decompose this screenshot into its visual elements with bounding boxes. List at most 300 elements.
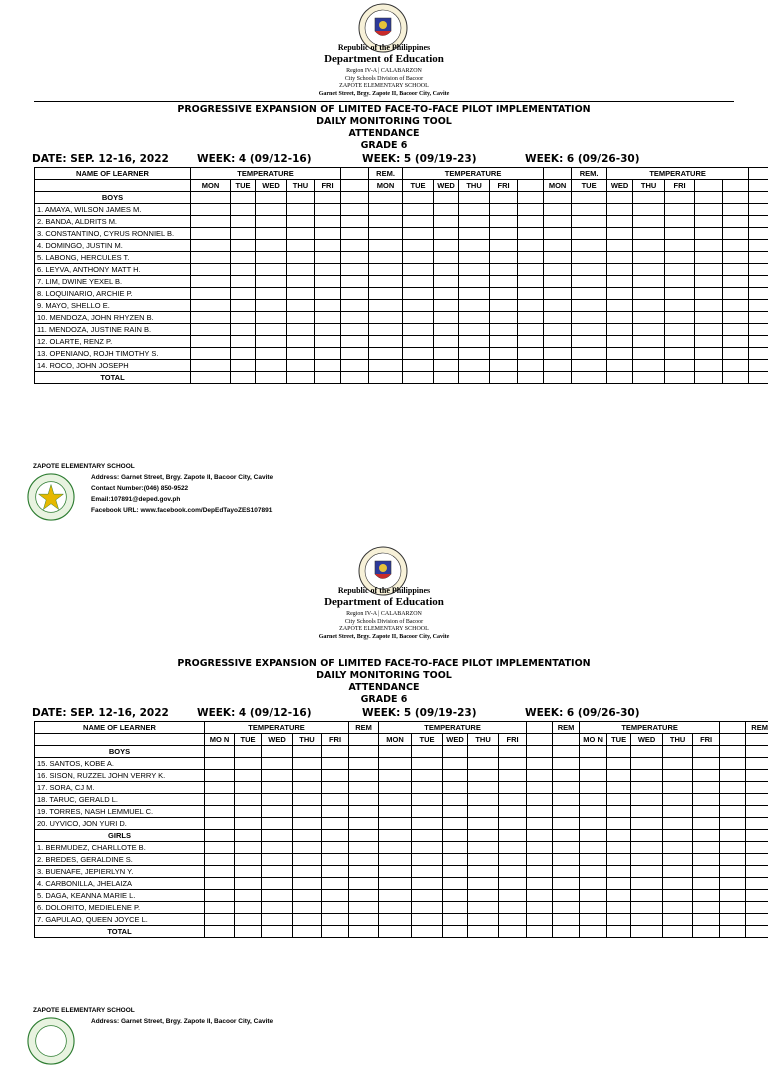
day-header: MON — [544, 180, 572, 192]
attendance-cell — [527, 758, 553, 770]
temperature-header: TEMPERATURE — [607, 168, 749, 180]
temperature-header: TEMPERATURE — [403, 168, 544, 180]
attendance-cell — [693, 794, 720, 806]
attendance-cell — [293, 914, 322, 926]
attendance-cell — [434, 348, 459, 360]
attendance-cell — [663, 842, 693, 854]
attendance-cell — [527, 842, 553, 854]
attendance-cell — [191, 216, 231, 228]
attendance-cell — [468, 890, 499, 902]
attendance-cell — [723, 252, 749, 264]
attendance-cell — [403, 312, 434, 324]
attendance-cell — [749, 264, 768, 276]
attendance-cell — [663, 806, 693, 818]
learner-name: 3. CONSTANTINO, CYRUS RONNIEL B. — [35, 228, 191, 240]
attendance-cell — [723, 264, 749, 276]
attendance-cell — [490, 264, 518, 276]
table-row — [35, 276, 768, 288]
attendance-cell — [572, 204, 607, 216]
attendance-cell — [434, 240, 459, 252]
attendance-cell — [322, 854, 349, 866]
attendance-cell — [293, 902, 322, 914]
attendance-cell — [235, 842, 262, 854]
attendance-cell — [499, 866, 527, 878]
attendance-cell — [518, 240, 544, 252]
attendance-cell — [205, 902, 235, 914]
day-header: WED — [256, 180, 287, 192]
attendance-cell — [580, 758, 607, 770]
attendance-cell — [191, 228, 231, 240]
day-header: THU — [663, 734, 693, 746]
attendance-cell — [607, 216, 633, 228]
doc-subtitle: DAILY MONITORING TOOL — [0, 670, 768, 682]
attendance-cell — [723, 348, 749, 360]
attendance-cell — [693, 782, 720, 794]
attendance-cell — [490, 324, 518, 336]
learner-name: 8. LOQUINARIO, ARCHIE P. — [35, 288, 191, 300]
day-header: FRI — [665, 180, 695, 192]
attendance-cell — [527, 806, 553, 818]
attendance-cell — [720, 914, 746, 926]
attendance-cell — [235, 914, 262, 926]
attendance-cell — [315, 288, 341, 300]
attendance-cell — [256, 300, 287, 312]
attendance-cell — [341, 252, 369, 264]
attendance-cell — [695, 252, 723, 264]
attendance-cell — [631, 890, 663, 902]
attendance-cell — [518, 336, 544, 348]
attendance-cell — [434, 312, 459, 324]
date-label: DATE: SEP. 12-16, 2022 — [32, 707, 169, 719]
attendance-cell — [287, 276, 315, 288]
date-line — [32, 153, 752, 167]
attendance-cell — [434, 252, 459, 264]
attendance-cell — [490, 276, 518, 288]
attendance-cell — [315, 264, 341, 276]
attendance-cell — [403, 324, 434, 336]
attendance-cell — [341, 312, 369, 324]
attendance-cell — [256, 264, 287, 276]
learner-name: 12. OLARTE, RENZ P. — [35, 336, 191, 348]
attendance-cell — [749, 228, 768, 240]
attendance-cell — [572, 240, 607, 252]
day-header: MO N — [580, 734, 607, 746]
attendance-cell — [631, 794, 663, 806]
attendance-cell — [693, 770, 720, 782]
attendance-cell — [499, 842, 527, 854]
attendance-cell — [262, 854, 293, 866]
attendance-cell — [231, 252, 256, 264]
attendance-cell — [262, 890, 293, 902]
attendance-cell — [723, 312, 749, 324]
footer-address: Address: Garnet Street, Brgy. Zapote II, Bacoor City, Cavite — [91, 1016, 273, 1027]
attendance-cell — [459, 300, 490, 312]
table-row — [35, 360, 768, 372]
day-header: THU — [287, 180, 315, 192]
attendance-cell — [315, 216, 341, 228]
attendance-cell — [349, 794, 379, 806]
day-header: WED — [607, 180, 633, 192]
section-label: BOYS — [35, 192, 191, 204]
attendance-cell — [443, 818, 468, 830]
attendance-cell — [231, 216, 256, 228]
attendance-cell — [231, 276, 256, 288]
day-header: FRI — [315, 180, 341, 192]
attendance-cell — [191, 276, 231, 288]
attendance-cell — [315, 228, 341, 240]
footer-school: ZAPOTE ELEMENTARY SCHOOL — [33, 463, 135, 470]
table-row — [35, 842, 768, 854]
attendance-cell — [746, 878, 768, 890]
attendance-cell — [527, 902, 553, 914]
attendance-cell — [256, 324, 287, 336]
attendance-cell — [663, 758, 693, 770]
attendance-cell — [468, 902, 499, 914]
week5-label: WEEK: 5 (09/19-23) — [362, 707, 477, 719]
footer-contact: Contact Number:(046) 850-9522 — [91, 483, 273, 494]
date-line — [32, 707, 752, 721]
attendance-cell — [572, 276, 607, 288]
attendance-cell — [412, 914, 443, 926]
attendance-cell — [293, 782, 322, 794]
grade-label: GRADE 6 — [0, 694, 768, 706]
attendance-cell — [434, 216, 459, 228]
table-row — [35, 818, 768, 830]
attendance-cell — [695, 216, 723, 228]
attendance-cell — [443, 866, 468, 878]
attendance-cell — [256, 216, 287, 228]
address-label: Garnet Street, Brgy. Zapote II, Bacoor City, Cavite — [0, 634, 768, 640]
attendance-cell — [322, 782, 349, 794]
attendance-cell — [490, 204, 518, 216]
attendance-label: ATTENDANCE — [0, 128, 768, 140]
day-header: FRI — [693, 734, 720, 746]
attendance-cell — [287, 204, 315, 216]
attendance-cell — [434, 360, 459, 372]
attendance-cell — [459, 276, 490, 288]
attendance-cell — [434, 228, 459, 240]
attendance-cell — [665, 312, 695, 324]
learner-name: 5. DAGA, KEANNA MARIE L. — [35, 890, 205, 902]
attendance-cell — [749, 312, 768, 324]
attendance-cell — [191, 204, 231, 216]
attendance-cell — [262, 758, 293, 770]
attendance-cell — [287, 336, 315, 348]
section-label: TOTAL — [35, 926, 205, 938]
attendance-cell — [746, 782, 768, 794]
table-row — [35, 782, 768, 794]
name-header: NAME OF LEARNER — [35, 722, 205, 734]
attendance-cell — [468, 842, 499, 854]
attendance-cell — [434, 276, 459, 288]
attendance-cell — [499, 878, 527, 890]
attendance-cell — [553, 890, 580, 902]
attendance-cell — [746, 770, 768, 782]
attendance-cell — [191, 336, 231, 348]
attendance-cell — [518, 300, 544, 312]
attendance-cell — [379, 902, 412, 914]
attendance-cell — [459, 360, 490, 372]
attendance-cell — [499, 914, 527, 926]
attendance-cell — [191, 288, 231, 300]
attendance-cell — [527, 794, 553, 806]
region-label: Region IV-A | CALABARZON — [0, 611, 768, 617]
attendance-cell — [287, 264, 315, 276]
attendance-cell — [403, 240, 434, 252]
attendance-cell — [580, 878, 607, 890]
attendance-cell — [720, 866, 746, 878]
attendance-cell — [580, 770, 607, 782]
attendance-cell — [468, 914, 499, 926]
republic-label: Republic of the Philippines — [0, 587, 768, 595]
attendance-cell — [379, 866, 412, 878]
attendance-cell — [379, 806, 412, 818]
attendance-cell — [723, 300, 749, 312]
attendance-cell — [231, 324, 256, 336]
attendance-cell — [665, 348, 695, 360]
attendance-cell — [665, 204, 695, 216]
learner-name: 20. UYVICO, JON YURI D. — [35, 818, 205, 830]
attendance-cell — [527, 914, 553, 926]
attendance-cell — [607, 890, 631, 902]
attendance-cell — [459, 264, 490, 276]
attendance-cell — [527, 866, 553, 878]
attendance-cell — [341, 204, 369, 216]
attendance-cell — [607, 806, 631, 818]
learner-name: 10. MENDOZA, JOHN RHYZEN B. — [35, 312, 191, 324]
attendance-cell — [499, 818, 527, 830]
attendance-cell — [695, 312, 723, 324]
attendance-cell — [607, 794, 631, 806]
school-label: ZAPOTE ELEMENTARY SCHOOL — [0, 626, 768, 632]
attendance-cell — [553, 758, 580, 770]
attendance-cell — [205, 866, 235, 878]
attendance-cell — [403, 348, 434, 360]
attendance-cell — [287, 252, 315, 264]
attendance-cell — [499, 890, 527, 902]
day-header: TUE — [231, 180, 256, 192]
attendance-cell — [262, 806, 293, 818]
attendance-cell — [544, 264, 572, 276]
attendance-cell — [231, 312, 256, 324]
attendance-cell — [695, 336, 723, 348]
attendance-cell — [693, 902, 720, 914]
temperature-header: TEMPERATURE — [191, 168, 341, 180]
attendance-cell — [663, 854, 693, 866]
learner-name: 13. OPENIANO, ROJH TIMOTHY S. — [35, 348, 191, 360]
attendance-cell — [434, 336, 459, 348]
attendance-cell — [607, 336, 633, 348]
table-row — [35, 264, 768, 276]
attendance-cell — [553, 806, 580, 818]
attendance-cell — [695, 300, 723, 312]
footer-2 — [0, 1007, 768, 1087]
attendance-cell — [235, 854, 262, 866]
section-row — [35, 192, 768, 204]
learner-name: 7. GAPULAO, QUEEN JOYCE L. — [35, 914, 205, 926]
attendance-cell — [341, 240, 369, 252]
attendance-cell — [287, 360, 315, 372]
attendance-cell — [349, 770, 379, 782]
attendance-cell — [293, 794, 322, 806]
attendance-cell — [231, 228, 256, 240]
attendance-cell — [607, 252, 633, 264]
table-row — [35, 878, 768, 890]
department-label: Department of Education — [0, 54, 768, 65]
learner-name: 18. TARUC, GERALD L. — [35, 794, 205, 806]
attendance-cell — [749, 288, 768, 300]
day-header: TUE — [572, 180, 607, 192]
attendance-cell — [544, 228, 572, 240]
attendance-cell — [490, 312, 518, 324]
attendance-cell — [443, 890, 468, 902]
attendance-cell — [315, 300, 341, 312]
attendance-cell — [663, 866, 693, 878]
attendance-cell — [293, 842, 322, 854]
attendance-cell — [695, 348, 723, 360]
attendance-cell — [349, 818, 379, 830]
region-label: Region IV-A | CALABARZON — [0, 68, 768, 74]
attendance-cell — [572, 288, 607, 300]
footer-info — [91, 1016, 273, 1027]
attendance-cell — [315, 240, 341, 252]
attendance-cell — [379, 758, 412, 770]
attendance-cell — [607, 348, 633, 360]
attendance-cell — [293, 818, 322, 830]
attendance-cell — [262, 770, 293, 782]
attendance-cell — [459, 288, 490, 300]
attendance-cell — [341, 336, 369, 348]
attendance-cell — [369, 300, 403, 312]
attendance-cell — [443, 914, 468, 926]
attendance-cell — [468, 770, 499, 782]
attendance-cell — [379, 914, 412, 926]
attendance-cell — [633, 336, 665, 348]
attendance-cell — [262, 794, 293, 806]
attendance-cell — [663, 782, 693, 794]
attendance-cell — [235, 902, 262, 914]
attendance-cell — [205, 914, 235, 926]
attendance-cell — [341, 300, 369, 312]
attendance-cell — [412, 878, 443, 890]
attendance-cell — [499, 902, 527, 914]
learner-name: 15. SANTOS, KOBE A. — [35, 758, 205, 770]
attendance-cell — [746, 866, 768, 878]
attendance-cell — [553, 794, 580, 806]
attendance-cell — [379, 854, 412, 866]
attendance-cell — [293, 854, 322, 866]
attendance-cell — [580, 782, 607, 794]
attendance-cell — [235, 866, 262, 878]
attendance-cell — [544, 240, 572, 252]
learner-name: 2. BANDA, ALDRITS M. — [35, 216, 191, 228]
attendance-cell — [553, 818, 580, 830]
attendance-cell — [403, 300, 434, 312]
attendance-cell — [607, 360, 633, 372]
attendance-cell — [262, 914, 293, 926]
attendance-cell — [607, 842, 631, 854]
attendance-cell — [459, 204, 490, 216]
attendance-cell — [723, 336, 749, 348]
rem-header: REM. — [369, 168, 403, 180]
attendance-cell — [746, 902, 768, 914]
day-header: TUE — [235, 734, 262, 746]
attendance-cell — [369, 348, 403, 360]
attendance-cell — [580, 866, 607, 878]
attendance-cell — [231, 348, 256, 360]
attendance-cell — [746, 806, 768, 818]
attendance-cell — [403, 276, 434, 288]
attendance-cell — [607, 204, 633, 216]
table-row — [35, 204, 768, 216]
temperature-header: TEMPERATURE — [205, 722, 349, 734]
attendance-cell — [607, 866, 631, 878]
attendance-cell — [443, 854, 468, 866]
attendance-cell — [633, 240, 665, 252]
learner-name: 4. DOMINGO, JUSTIN M. — [35, 240, 191, 252]
attendance-cell — [315, 360, 341, 372]
attendance-cell — [607, 300, 633, 312]
attendance-cell — [459, 252, 490, 264]
learner-name: 14. ROCO, JOHN JOSEPH — [35, 360, 191, 372]
attendance-cell — [663, 878, 693, 890]
attendance-cell — [499, 806, 527, 818]
footer-school: ZAPOTE ELEMENTARY SCHOOL — [33, 1007, 135, 1014]
attendance-cell — [369, 276, 403, 288]
attendance-cell — [695, 228, 723, 240]
attendance-cell — [468, 878, 499, 890]
attendance-cell — [231, 264, 256, 276]
attendance-cell — [544, 312, 572, 324]
attendance-cell — [369, 360, 403, 372]
attendance-cell — [553, 770, 580, 782]
day-header: MON — [191, 180, 231, 192]
attendance-cell — [412, 890, 443, 902]
attendance-cell — [633, 276, 665, 288]
attendance-cell — [205, 770, 235, 782]
footer-facebook: Facebook URL: www.facebook.com/DepEdTayoZES107891 — [91, 505, 273, 516]
attendance-cell — [434, 288, 459, 300]
attendance-cell — [553, 914, 580, 926]
attendance-cell — [443, 794, 468, 806]
section-label: BOYS — [35, 746, 205, 758]
attendance-cell — [459, 336, 490, 348]
attendance-cell — [443, 842, 468, 854]
learner-name: 6. LEYVA, ANTHONY MATT H. — [35, 264, 191, 276]
attendance-cell — [490, 360, 518, 372]
attendance-cell — [518, 264, 544, 276]
attendance-cell — [191, 264, 231, 276]
day-header: TUE — [403, 180, 434, 192]
attendance-cell — [693, 914, 720, 926]
attendance-cell — [349, 902, 379, 914]
attendance-cell — [231, 336, 256, 348]
attendance-cell — [499, 854, 527, 866]
attendance-cell — [205, 878, 235, 890]
attendance-cell — [412, 770, 443, 782]
attendance-cell — [572, 216, 607, 228]
attendance-cell — [749, 348, 768, 360]
attendance-cell — [205, 842, 235, 854]
attendance-cell — [256, 288, 287, 300]
section-row — [35, 830, 768, 842]
day-header: THU — [633, 180, 665, 192]
attendance-cell — [379, 794, 412, 806]
table-row — [35, 216, 768, 228]
attendance-cell — [369, 324, 403, 336]
attendance-cell — [723, 276, 749, 288]
attendance-cell — [349, 878, 379, 890]
